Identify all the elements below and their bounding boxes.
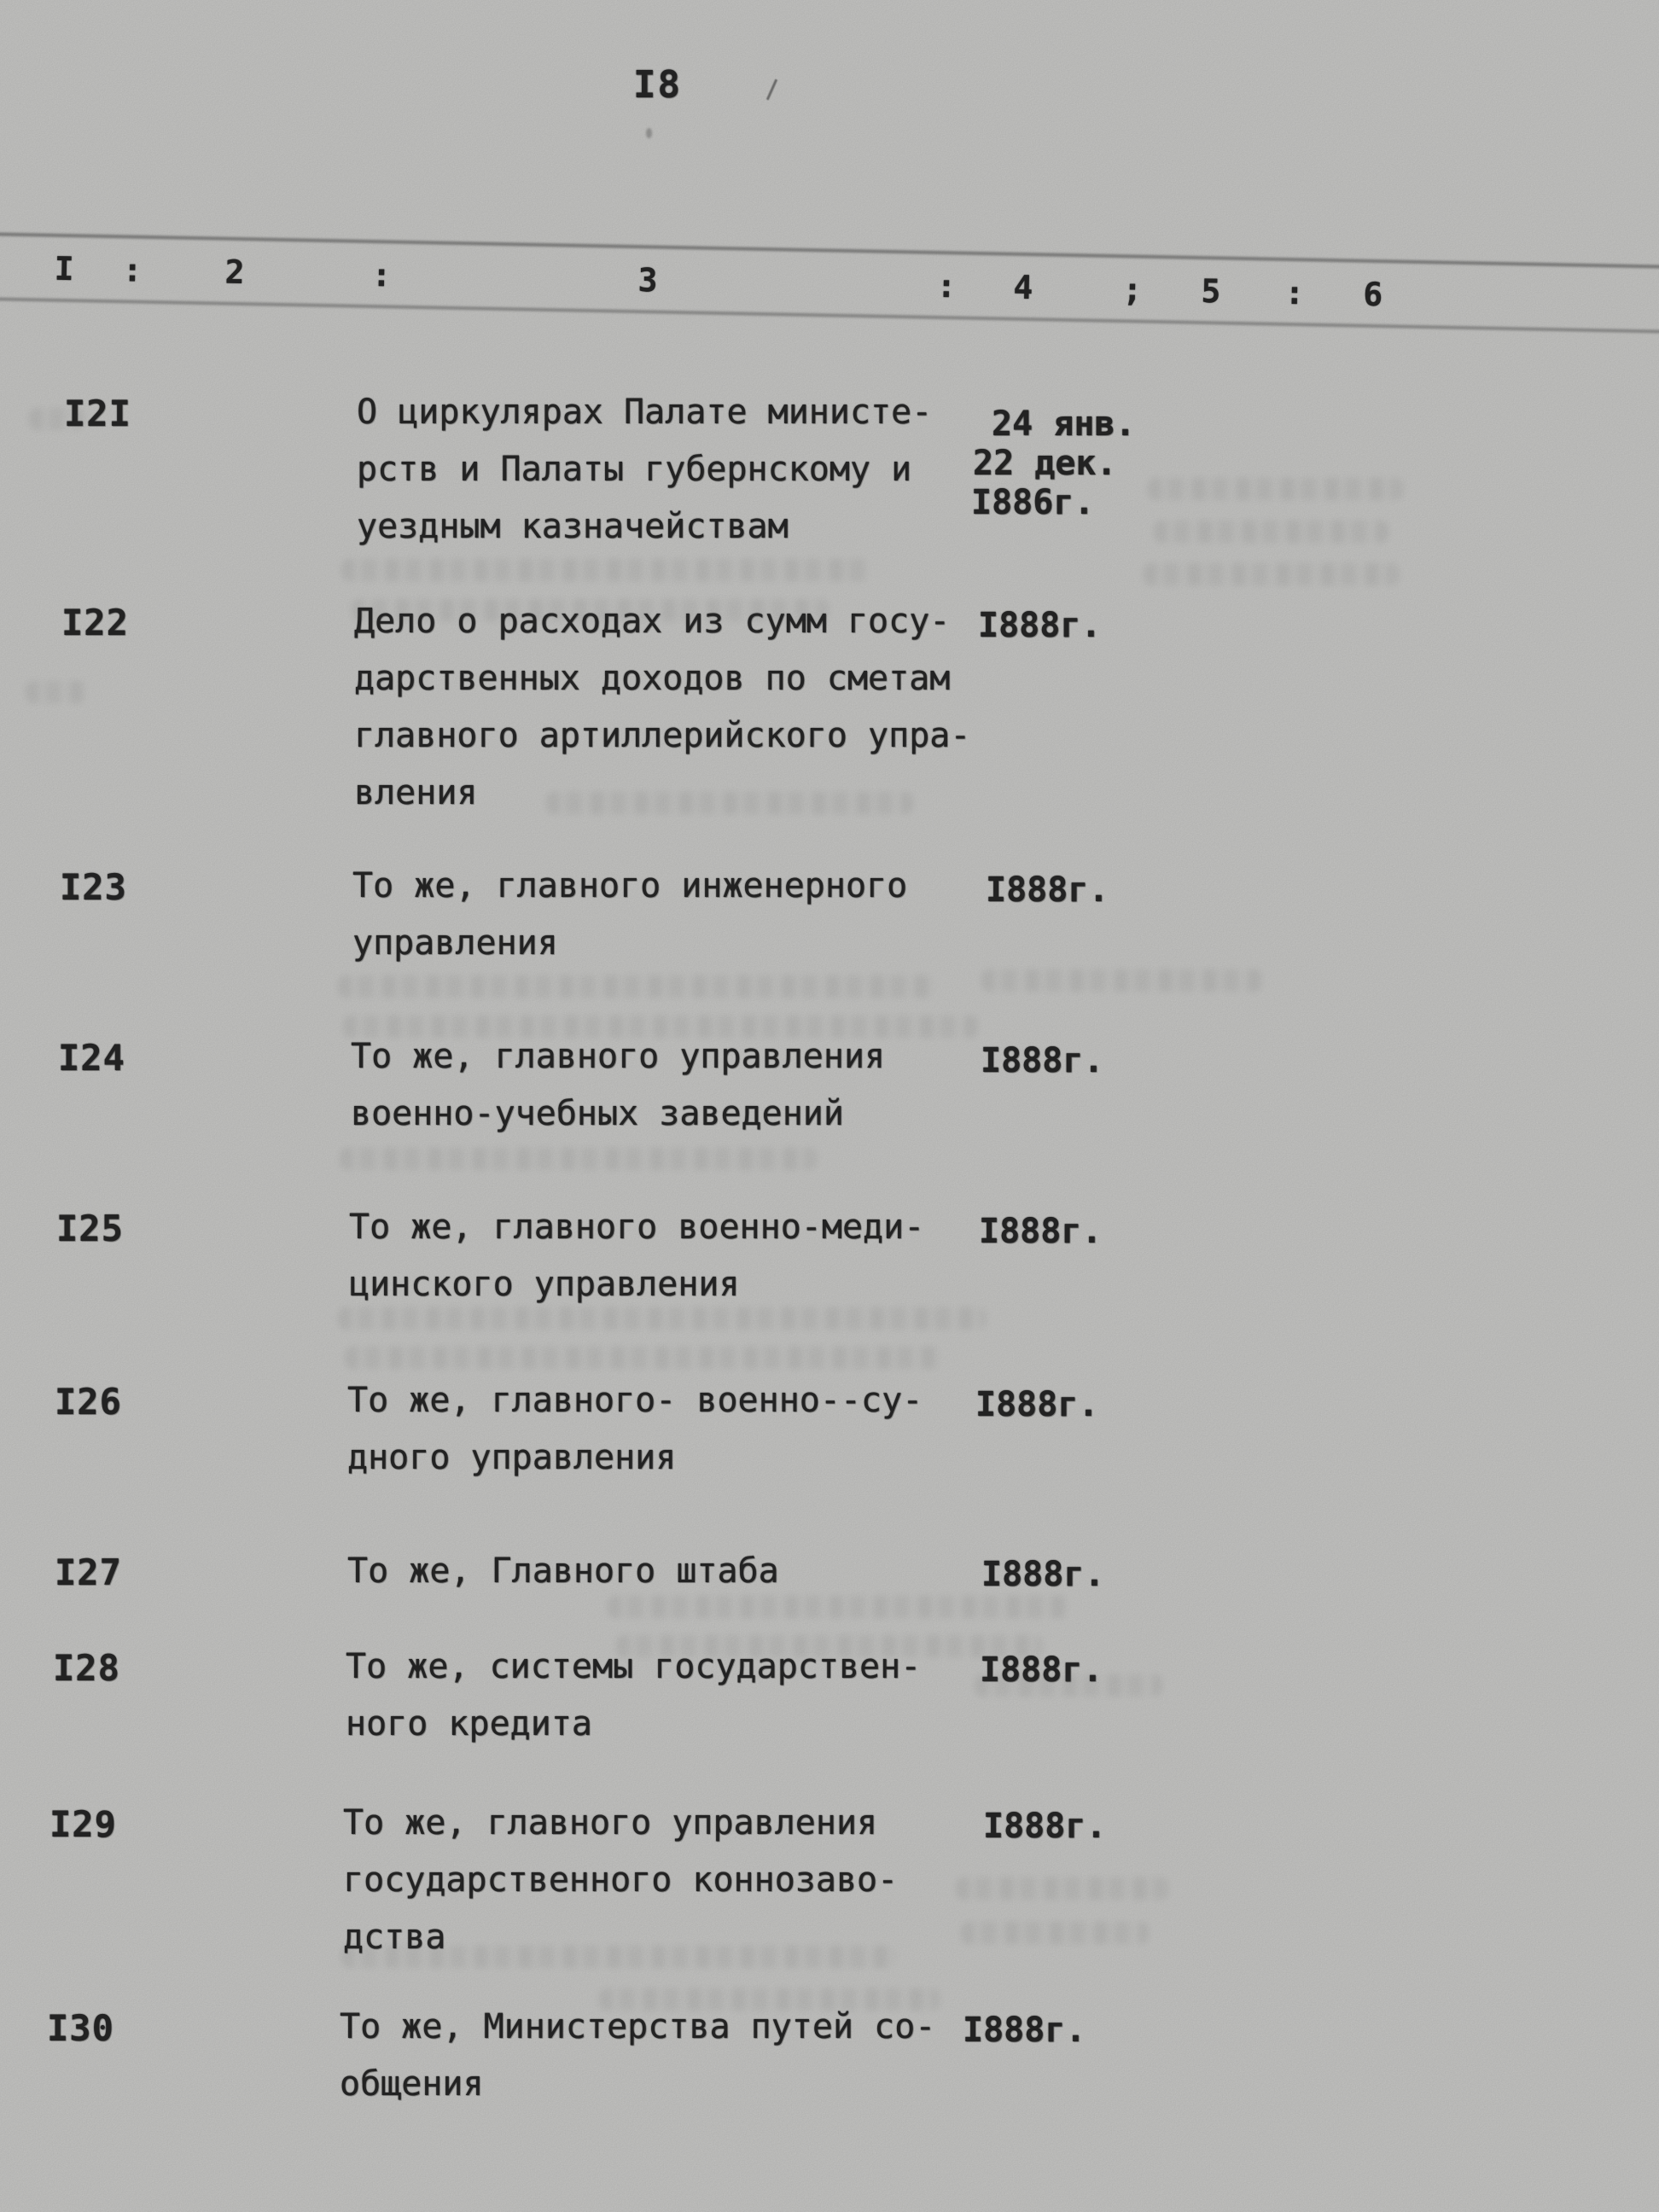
bleed-through-smudge (26, 681, 87, 703)
entry-description-line: государственного коннозаво- (343, 1860, 899, 1900)
entry-description (346, 1647, 921, 1761)
entry-description (352, 866, 907, 981)
entry-date-line: I888г. (986, 870, 1109, 910)
entry-date (986, 870, 1109, 910)
entry-description-line: То же, главного- военно--су- (347, 1381, 923, 1420)
entry-number: I26 (55, 1381, 122, 1423)
bleed-through-smudge (338, 975, 935, 998)
table-header-band (0, 0, 1659, 427)
entry-date (978, 606, 1102, 645)
entry-date-line: I888г. (979, 1212, 1103, 1251)
bleed-through-smudge (29, 408, 84, 430)
bleed-through-smudge (616, 1635, 1043, 1657)
entry-number: I2I (64, 393, 131, 434)
bleed-through-smudge (961, 1922, 1149, 1944)
entry-date (975, 1385, 1099, 1424)
entry-description-line: военно-учебных заведений (351, 1094, 844, 1133)
entry-number: I25 (56, 1208, 124, 1249)
column-header-3: 2 (224, 253, 246, 292)
entry-date (971, 405, 1136, 522)
entry-number: I29 (49, 1803, 117, 1845)
entry-date-line: I888г. (975, 1385, 1099, 1424)
entry-number: I24 (58, 1037, 125, 1079)
entry-description-line: дства (343, 1918, 446, 1957)
column-header-4: : (371, 255, 392, 294)
column-header-9: 5 (1201, 271, 1221, 311)
column-header-1: I (54, 249, 75, 288)
entry-description (349, 1208, 924, 1322)
entry-description-line: То же, главного управления (351, 1037, 886, 1076)
entry-date-line: 22 дек. (973, 444, 1117, 483)
entry-description-line: дного управления (347, 1438, 677, 1477)
entry-description-line: То же, главного военно-меди- (349, 1208, 925, 1247)
column-header-5: 3 (637, 261, 658, 300)
bleed-through-smudge (343, 1016, 979, 1038)
entry-description-line: уездным казначействам (357, 507, 789, 546)
bleed-through-smudge (1144, 563, 1400, 585)
entry-description-line: главного артиллерийского упра- (354, 716, 971, 755)
entry-description-line: То же, главного инженерного (352, 866, 908, 905)
entry-date-line: I888г. (963, 2011, 1086, 2050)
entry-date-line: I888г. (980, 1650, 1103, 1690)
entry-date (981, 1041, 1104, 1080)
column-header-7: 4 (1013, 268, 1033, 307)
bleed-through-smudge (1154, 521, 1388, 543)
bleed-through-smudge (341, 1946, 896, 1968)
entry-description (351, 1037, 885, 1151)
entry-date-line: I888г. (978, 606, 1102, 645)
entry-number: I30 (47, 2007, 114, 2049)
table-rule-bottom (0, 297, 1659, 335)
bleed-through-smudge (599, 1988, 940, 2011)
bleed-through-smudge (340, 1148, 818, 1170)
bleed-through-smudge (956, 1877, 1169, 1900)
entry-date-line: I888г. (981, 1041, 1104, 1080)
entry-date-line: I886г. (971, 483, 1095, 522)
entry-date (983, 1807, 1107, 1846)
entry-number: I28 (53, 1647, 120, 1689)
entry-description (347, 1381, 923, 1495)
entry-date-line: I888г. (983, 1807, 1107, 1846)
page-number: I8 (633, 63, 682, 107)
entry-date-line: 24 янв. (992, 405, 1136, 444)
entry-description (357, 393, 932, 564)
bleed-through-smudge (352, 599, 830, 621)
column-header-6: : (936, 266, 957, 306)
bleed-through-smudge (975, 1674, 1162, 1697)
entry-description-line: То же, системы государствен- (346, 1647, 922, 1686)
bleed-through-smudge (345, 1347, 942, 1369)
entry-description (340, 2007, 935, 2122)
entry-description-line: То же, Главного штаба (347, 1551, 779, 1591)
entry-description-line: вления (354, 773, 478, 812)
entry-number: I27 (55, 1551, 122, 1593)
column-header-8: ; (1122, 271, 1143, 309)
entry-description-line: То же, главного управления (343, 1803, 878, 1842)
bleed-through-smudge (608, 1596, 1068, 1618)
bleed-through-smudge (341, 559, 870, 581)
bleed-through-smudge (1148, 478, 1404, 500)
bleed-through-smudge (981, 969, 1263, 992)
entry-date (979, 1212, 1103, 1251)
bleed-through-smudge (338, 1307, 987, 1330)
entry-description-line: О циркулярах Палате министе- (357, 393, 933, 432)
entry-number: I23 (60, 866, 127, 908)
entry-description-line: То же, Министерства путей со- (340, 2007, 936, 2046)
entry-description-line: рств и Палаты губернскому и (357, 450, 912, 489)
entry-date (963, 2011, 1086, 2050)
entry-description-line: цинского управления (349, 1265, 740, 1304)
table-rule-top (0, 232, 1659, 270)
entry-number: I22 (61, 602, 129, 643)
entry-description-line: общения (340, 2064, 484, 2104)
entry-description-line: управления (352, 923, 558, 963)
entry-description-line: Дело о расходах из сумм госу- (354, 602, 951, 641)
column-header-11: 6 (1363, 275, 1383, 314)
bleed-through-smudge (546, 792, 913, 814)
entry-date-line: I888г. (981, 1555, 1105, 1594)
entry-description-line: ного кредита (346, 1704, 592, 1743)
column-header-2: : (122, 251, 143, 289)
entry-date (981, 1555, 1105, 1594)
entry-description-line: дарственных доходов по сметам (354, 659, 951, 698)
column-header-10: : (1284, 273, 1305, 312)
